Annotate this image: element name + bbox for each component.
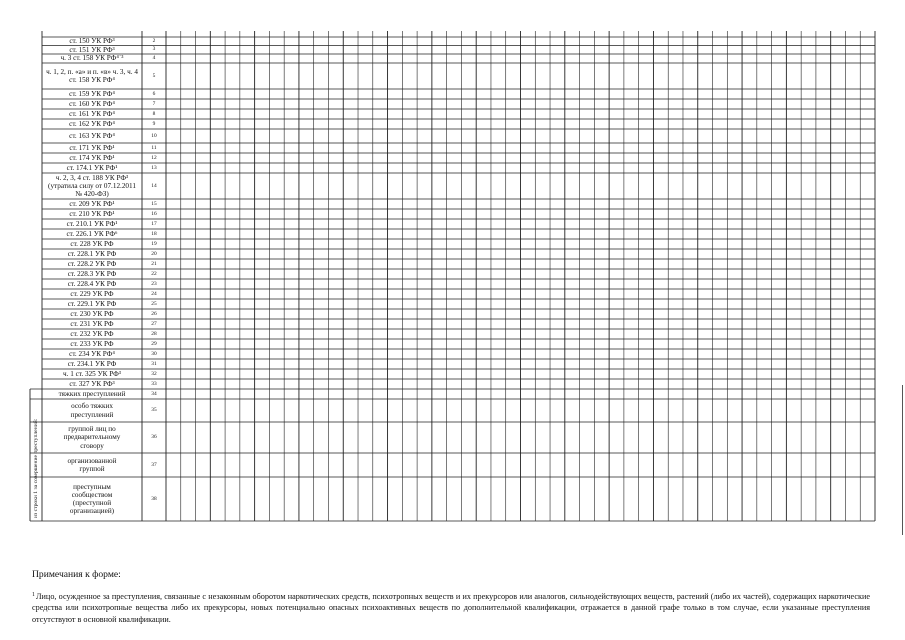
row-number: 37 <box>151 461 157 468</box>
row-number: 8 <box>152 110 156 117</box>
row-label: ст. 229 УК РФ <box>70 289 114 298</box>
row-number: 25 <box>151 300 157 307</box>
row-number: 16 <box>151 210 157 217</box>
row-number: 2 <box>152 37 156 44</box>
row-label: ст. 228.1 УК РФ <box>67 249 117 258</box>
row-number: 6 <box>152 90 156 97</box>
footnote <box>32 590 870 625</box>
row-number: 9 <box>152 120 156 127</box>
row-label: ч. 2, 3, 4 ст. 188 УК РФ³ (утратила силу от 07.12.2011 № 420-ФЗ) <box>48 173 136 199</box>
row-number: 35 <box>151 407 157 413</box>
row-label: ч. 1, 2, п. «а» и п. «в» ч. 3, ч. 4 ст. 158 УК РФ⁴ <box>46 67 138 84</box>
row-label: тяжких преступлений <box>58 389 126 398</box>
page-edge-mark <box>902 385 903 535</box>
row-number: 3 <box>152 46 156 53</box>
row-label: ст. 162 УК РФ⁴ <box>69 119 115 128</box>
row-label: ст. 160 УК РФ⁴ <box>69 99 115 108</box>
row-label: ст. 174.1 УК РФ¹ <box>66 163 118 172</box>
row-label: ст. 209 УК РФ¹ <box>69 199 115 208</box>
row-label: ст. 232 УК РФ <box>70 329 114 338</box>
row-label: ст. 226.1 УК РФ⁶ <box>66 229 118 238</box>
row-label: ст. 171 УК РФ¹ <box>69 143 115 152</box>
row-label: группой лиц по предварительному сговору <box>63 425 121 450</box>
row-label: ст. 210 УК РФ¹ <box>69 209 115 218</box>
row-number: 12 <box>151 154 157 161</box>
row-label: ст. 150 УК РФ³ <box>69 37 115 46</box>
row-number: 27 <box>151 320 157 327</box>
row-number: 14 <box>151 182 157 189</box>
row-number: 24 <box>151 290 157 297</box>
row-number: 23 <box>151 280 157 287</box>
row-label: ч. 1 ст. 325 УК РФ³ <box>63 369 121 378</box>
row-label: ст. 234 УК РФ⁴ <box>69 349 115 358</box>
row-number: 28 <box>151 330 157 337</box>
row-label: ст. 229.1 УК РФ <box>67 299 117 308</box>
row-number: 32 <box>151 370 157 377</box>
row-number: 36 <box>151 434 157 440</box>
row-number: 5 <box>152 72 156 79</box>
row-number: 21 <box>151 260 157 267</box>
row-label: ст. 151 УК РФ³ <box>69 45 115 54</box>
row-label: ст. 233 УК РФ <box>70 339 114 348</box>
row-label: ст. 159 УК РФ⁴ <box>69 89 115 98</box>
row-number: 19 <box>151 240 157 247</box>
footnote-text: Лицо, осужденное за преступления, связанные с незаконным оборотом наркотических средств, психотропных веществ и их прекурсоров или аналогов, сильнодействующих веществ, растений (либо их частей), содержащих наркотические средства или психотропные вещества либо их прекурсоры, новых потенциально опасных психоактивных веществ по дополнительной квалификации, отражается в данной графе только в том случае, если указанные преступления отсутствуют в основной квалификации. <box>32 592 870 624</box>
row-label: ст. 228.2 УК РФ <box>67 259 117 268</box>
row-number: 29 <box>151 340 157 347</box>
row-number: 7 <box>152 100 156 107</box>
row-number: 10 <box>151 132 157 139</box>
row-number: 20 <box>151 250 157 257</box>
row-number: 38 <box>151 495 157 502</box>
row-label: преступным сообществом (преступной организацией) <box>69 482 115 516</box>
row-number: 4 <box>152 55 156 61</box>
row-label: ст. 174 УК РФ¹ <box>69 153 115 162</box>
row-number: 11 <box>151 144 157 151</box>
row-label: ст. 231 УК РФ <box>70 319 114 328</box>
row-number: 34 <box>151 390 157 397</box>
row-number: 31 <box>151 360 157 367</box>
row-number: 13 <box>151 164 157 171</box>
row-number: 15 <box>151 200 157 207</box>
row-number: 33 <box>151 380 157 387</box>
row-number: 18 <box>151 230 157 237</box>
footnote-mark: 1 <box>32 592 35 598</box>
row-label: ст. 230 УК РФ <box>70 309 114 318</box>
row-label: ст. 228.3 УК РФ <box>67 269 117 278</box>
row-number: 30 <box>151 350 157 357</box>
row-label: организованной группой <box>67 456 117 473</box>
row-label: особо тяжких преступлений <box>70 402 114 419</box>
notes-title: Примечания к форме: <box>32 569 121 580</box>
row-label: ч. 3 ст. 158 УК РФ⁴˙³ <box>60 54 124 63</box>
row-number: 22 <box>151 270 157 277</box>
row-label: ст. 327 УК РФ³ <box>69 379 115 388</box>
row-number: 26 <box>151 310 157 317</box>
row-label: ст. 234.1 УК РФ <box>67 359 117 368</box>
row-label: ст. 163 УК РФ⁴ <box>69 131 115 140</box>
row-label: ст. 228.4 УК РФ <box>67 279 117 288</box>
row-label: ст. 161 УК РФ⁴ <box>69 109 115 118</box>
row-label: ст. 210.1 УК РФ¹ <box>66 219 118 228</box>
group-vertical-label: из строки 1 за совершение преступлений: <box>33 418 39 518</box>
row-number: 17 <box>151 220 157 227</box>
row-label: ст. 228 УК РФ <box>70 239 114 248</box>
